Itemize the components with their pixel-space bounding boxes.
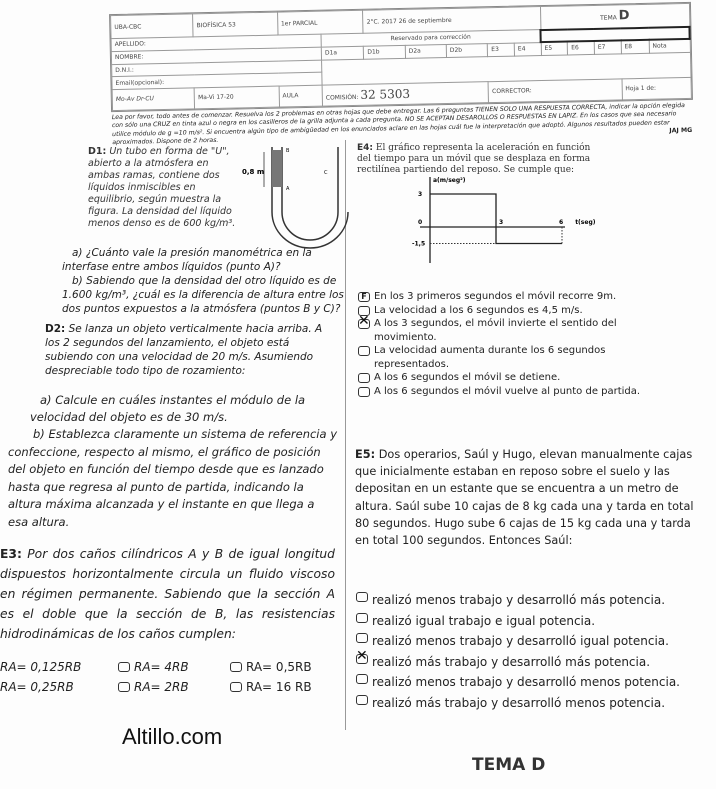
e3-label: E3:: [0, 547, 22, 561]
x-tick: 3: [499, 219, 504, 226]
e5-option[interactable]: [356, 672, 716, 693]
option-text: A los 6 segundos el móvil se detiene.: [374, 372, 561, 383]
signature: JAJ MG: [669, 127, 693, 135]
e4-option[interactable]: [358, 290, 648, 304]
y-tick: -1,5: [412, 240, 426, 248]
e5-option[interactable]: [356, 590, 716, 611]
d1-statement: [88, 146, 238, 230]
grade-col: Nota: [649, 39, 690, 53]
option-text: RA= 2RB: [134, 680, 189, 694]
u-tube-figure: [240, 142, 340, 247]
footer-tema: TEMA D: [472, 755, 546, 775]
option-text: La velocidad a los 6 segundos es 4,5 m/s.: [374, 304, 583, 316]
column-divider: [345, 140, 346, 730]
option-text: RA= 0,125RB: [0, 660, 82, 674]
comision-label: COMISIÓN:: [325, 93, 359, 102]
e3-option[interactable]: [230, 660, 340, 674]
fig-c: C: [324, 170, 328, 176]
option-text: realizó menos trabajo y desarrolló más potencia.: [372, 593, 666, 607]
institution: UBA-CBC: [111, 14, 194, 39]
option-text: RA= 0,5RB: [246, 660, 312, 674]
grade-col: E8: [621, 40, 649, 54]
email-field[interactable]: Email(opcional):: [112, 72, 322, 89]
corrector: CORRECTOR:: [488, 79, 622, 103]
fig-b: B: [286, 148, 290, 154]
date: 2°C. 2017 26 de septiembre: [363, 7, 541, 34]
checkbox[interactable]: [356, 633, 368, 643]
e5-label: E5:: [355, 448, 376, 461]
option-text: realizó menos trabajo y desarrolló menos potencia.: [372, 675, 680, 689]
e5-option[interactable]: [356, 652, 716, 673]
e3-statement: [0, 544, 335, 644]
e4-statement: [357, 143, 607, 176]
comision-value[interactable]: 32 5303: [360, 86, 411, 102]
e5-statement: [355, 446, 700, 549]
e4-option[interactable]: [358, 371, 648, 385]
checkbox[interactable]: [356, 695, 368, 705]
reservado: Reservado para corrección: [321, 30, 541, 47]
tema-label: TEMA: [600, 14, 617, 23]
e3-text: Por dos caños cilíndricos A y B de igual longitud dispuestos horizontalmente circula un fluido viscoso en régimen permanente. Sabiendo que la sección A es el doble que la sección de B, las resistencias hidrodinámicas de los caños cumplen:: [0, 547, 335, 641]
grade-col: D2a: [405, 44, 446, 58]
subject: BIOFÍSICA 53: [193, 12, 278, 37]
d1-text: Un tubo en forma de "U", abierto a la atmósfera en ambas ramas, contiene dos líquidos inmiscibles en equilibrio, según muestra la figura. La densidad del líquido menos denso es de 600 kg/m³.: [88, 146, 236, 229]
e5-text: Dos operarios, Saúl y Hugo, elevan manualmente cajas que inicialmente estaban en reposo sobre el suelo y las depositan en un estante que se encuentra a un metro de altura. Saúl sube 10 cajas de 8 kg cada una y tarda en total 80 segundos. Hugo sube 6 cajas de 15 kg cada una y tarda en total 100 segundos. Entonces Saúl:: [355, 448, 694, 548]
e5-option[interactable]: [356, 631, 716, 652]
nombre-field[interactable]: NOMBRE:: [111, 47, 321, 65]
checkbox[interactable]: F: [358, 292, 370, 302]
fig-a: A: [286, 186, 290, 192]
checkbox[interactable]: [356, 654, 368, 664]
e4-options: [358, 290, 648, 398]
e3-option[interactable]: [0, 680, 118, 694]
y-tick: 0: [418, 219, 423, 226]
x-tick: 6: [559, 219, 564, 226]
checkbox[interactable]: [356, 674, 368, 684]
exam: 1er PARCIAL: [277, 10, 363, 35]
option-text: RA= 16 RB: [246, 680, 312, 694]
e4-option[interactable]: [358, 385, 648, 399]
checkbox[interactable]: [358, 387, 370, 397]
option-text: realizó igual trabajo e igual potencia.: [372, 613, 596, 628]
acceleration-series: [430, 194, 562, 244]
checkbox[interactable]: [356, 592, 368, 602]
option-text: realizó menos trabajo y desarrolló igual potencia.: [372, 634, 669, 648]
horario: Ma-Vi 17-20: [194, 86, 279, 109]
header-form: [109, 2, 693, 112]
acceleration-chart: [405, 175, 596, 265]
d1-label: D1:: [88, 146, 107, 157]
y-axis-label: a(m/seg²): [433, 177, 466, 184]
e3-option[interactable]: [118, 660, 230, 674]
d2-text: Se lanza un objeto verticalmente hacia arriba. A los 2 segundos del lanzamiento, el objeto está subiendo con una velocidad de 20 m/s. Asumiendo despreciable todo tipo de rozamiento:: [45, 323, 323, 377]
grade-col: D1a: [321, 46, 364, 60]
option-text: RA= 0,25RB: [0, 680, 74, 694]
sede: Mo-Av Dr-CU: [112, 88, 195, 111]
e4-option[interactable]: [358, 317, 648, 344]
grade-col: D2b: [446, 43, 488, 57]
e5-options: [356, 590, 716, 713]
checkbox[interactable]: [118, 682, 130, 692]
grade-col: E6: [568, 41, 595, 55]
checkbox[interactable]: [230, 682, 242, 692]
d2-label: D2:: [45, 323, 66, 335]
e4-text: El gráfico representa la aceleración en función del tiempo para un móvil que se desplaza en forma rectilínea partiendo del reposo. Se cumple que:: [357, 143, 591, 175]
grade-col: D1b: [364, 45, 406, 59]
e3-option[interactable]: [118, 680, 230, 694]
hoja: Hoja 1 de:: [622, 77, 691, 100]
checkbox[interactable]: [358, 346, 370, 356]
apellido-field[interactable]: APELLIDO:: [111, 34, 321, 51]
grade-col: E4: [514, 42, 541, 56]
watermark: Altillo.com: [122, 724, 223, 749]
tema: D: [618, 8, 630, 24]
option-text: realizó más trabajo y desarrolló menos potencia.: [372, 695, 666, 710]
e4-option[interactable]: [358, 344, 648, 371]
d2-a: a) Calcule en cuáles instantes el módulo de la velocidad del objeto es de 30 m/s.: [30, 393, 306, 424]
grade-col: E5: [541, 42, 568, 56]
e3-options: [0, 660, 340, 694]
option-text: A los 6 segundos el móvil vuelve al punto de partida.: [374, 385, 641, 397]
e4-label: E4:: [357, 143, 374, 153]
e3-option[interactable]: [0, 660, 118, 674]
checkbox[interactable]: [118, 662, 130, 672]
aula: AULA: [279, 85, 323, 107]
d1-b: b) Sabiendo que la densidad del otro líquido es de 1.600 kg/m³, ¿cuál es la diferencia de altura entre los dos puntos expuestos a la atmósfera (puntos B y C)?: [62, 275, 344, 315]
instructions: Lea por favor, todo antes de comenzar. Resuelva los 2 problemas en otras hojas que debe entregar. Las 6 preguntas TIENEN SOLO UNA RESPUESTA CORRECTA, indicar la opción elegida con sólo una CRUZ en tinta azul o negra en los casilleros de la grilla adjunta a cada pregunta. NO SE ACEPTAN DESAROLLOS O RESPUESTAS EN LAPIZ. En los casos que sea necesario utilice módulo de g =10 m/s². Si encuentra algún tipo de ambigüedad en los enunciados aclare en las hojas cuál fue la interpretación que adoptó. Algunos resultados pueden estar aproximados. Dispone de 2 horas. JAJ MG: [111, 102, 693, 147]
e5-option[interactable]: [356, 693, 716, 714]
checkbox[interactable]: [356, 613, 368, 623]
dni-field[interactable]: D.N.I.:: [112, 60, 322, 77]
checkbox[interactable]: [358, 373, 370, 383]
d1-a: a) ¿Cuánto vale la presión manométrica en la interfase entre ambos líquidos (punto A)?: [62, 247, 312, 273]
grade-col: E7: [594, 41, 621, 55]
checkbox[interactable]: [230, 662, 242, 672]
option-text: A los 3 segundos, el móvil invierte el sentido del movimiento.: [374, 318, 617, 343]
grade-col: E3: [488, 43, 515, 57]
e3-option[interactable]: [230, 680, 340, 694]
fig-height: 0,8 m: [242, 168, 265, 176]
d2-statement: [45, 322, 337, 378]
e4-option[interactable]: [358, 304, 648, 318]
option-text: La velocidad aumenta durante los 6 segundos representados.: [374, 345, 606, 370]
option-text: En los 3 primeros segundos el móvil recorre 9m.: [374, 291, 617, 302]
x-axis-label: t(seg): [575, 219, 596, 226]
e5-option[interactable]: [356, 611, 716, 632]
option-text: realizó más trabajo y desarrolló más potencia.: [372, 654, 651, 669]
checkbox[interactable]: [358, 319, 370, 329]
y-tick: 3: [418, 191, 423, 198]
d2-b: b) Establezca claramente un sistema de referencia y confeccione, respecto al mismo, el gráfico de posición del objeto en función del tiempo desde que es lanzado hasta que regresa al punto de partida, indicando la altura máxima alcanzada y el instante en que llega a esa altura.: [8, 427, 338, 529]
option-text: RA= 4RB: [134, 660, 189, 674]
